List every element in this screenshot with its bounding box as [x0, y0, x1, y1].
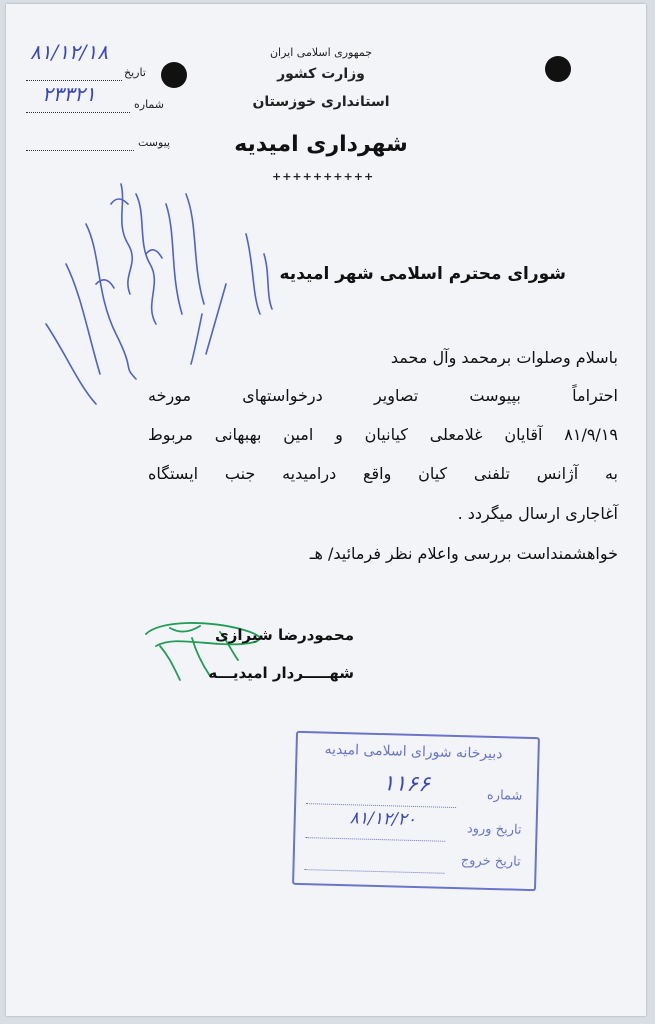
salutation-line: باسلام وصلوات برمحمد وآل محمد — [390, 348, 618, 367]
header-country: جمهوری اسلامی ایران — [269, 46, 373, 59]
number-handwritten: ۲۳۳۲۱ — [42, 82, 96, 106]
body-line-4: آغاجاری ارسال میگردد . — [457, 504, 618, 523]
date-label: تاریخ — [124, 66, 146, 79]
number-dots — [26, 102, 130, 113]
attachment-label: پیوست — [138, 136, 171, 149]
header-ministry: وزارت کشور — [277, 66, 365, 82]
stamp-exit-label: تاریخ خروج — [460, 853, 521, 870]
body-line-2: ۸۱/۹/۱۹ آقایان غلامعلی کیانیان و امین بهبهانی مربوط — [148, 425, 618, 444]
recipient-line: شورای محترم اسلامی شهر امیدیه — [279, 264, 566, 284]
margin-handwriting — [26, 164, 286, 424]
header-ornament: ++++++++++ — [272, 170, 375, 183]
number-label: شماره — [134, 98, 165, 111]
stamp-date-handwritten: ۸۱/۱۲/۲۰ — [349, 808, 417, 831]
date-handwritten: ۸۱/۱۲/۱۸ — [30, 40, 108, 64]
received-stamp — [292, 731, 540, 891]
punch-hole-left — [161, 62, 187, 88]
body-line-3: به آژانس تلفنی کیان واقع درامیدیه جنب ایستگاه — [148, 464, 618, 483]
punch-hole-right — [545, 56, 571, 82]
stamp-date-dots — [305, 827, 445, 842]
attachment-dots — [26, 140, 134, 151]
stamp-number-label: شماره — [486, 787, 523, 804]
date-dots — [26, 70, 122, 81]
signatory-name: محمودرضا شیرازی — [215, 626, 354, 644]
stamp-date-label: تاریخ ورود — [466, 821, 522, 838]
stamp-number-handwritten: ۱۱۶۶ — [382, 771, 431, 798]
header-municipality: شهرداری امیدیه — [234, 132, 408, 157]
closing-line: خواهشمنداست بررسی واعلام نظر فرمائید/ هـ — [309, 544, 618, 563]
stamp-exit-dots — [304, 859, 444, 874]
body-line-1: احتراماً بپیوست تصاویر درخواستهای مورخه — [148, 386, 618, 405]
header-province: استانداری خوزستان — [252, 94, 390, 110]
signatory-title: شهـــــردار امیدیـــه — [208, 664, 354, 682]
document-page — [6, 4, 646, 1016]
stamp-title: دبیرخانه شورای اسلامی امیدیه — [324, 741, 503, 763]
